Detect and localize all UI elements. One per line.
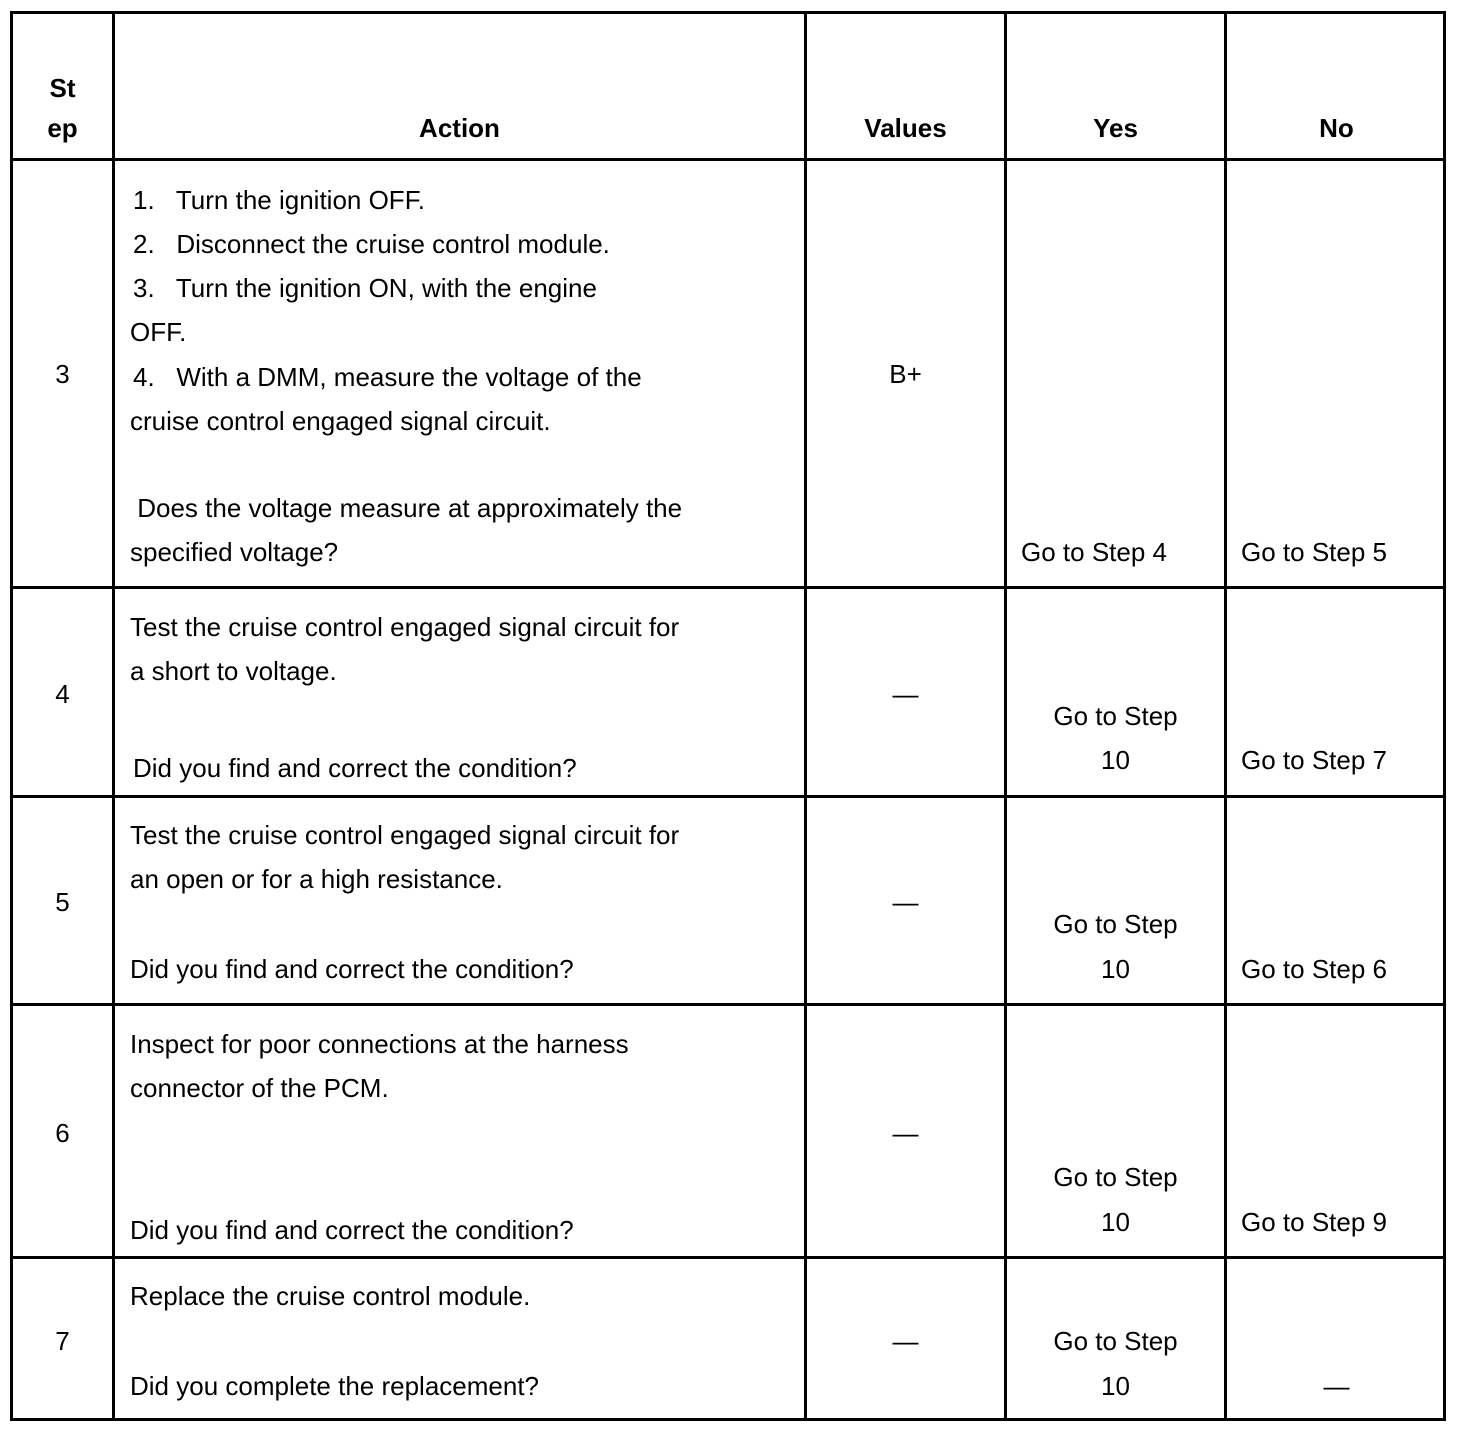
action-question: Did you complete the replacement? [130,1371,540,1401]
header-action: Action [419,113,500,143]
yes-go-to-step-link[interactable]: Go to Step [1053,1162,1178,1192]
row-step-number: 7 [55,1326,70,1356]
action-line: Inspect for poor connections at the harness [130,1029,629,1059]
action-line: Test the cruise control engaged signal circuit for [130,612,680,642]
action-question: Did you find and correct the condition? [130,954,574,984]
row-no-value: — [1323,1371,1350,1401]
yes-go-to-step-link[interactable]: Go to Step 4 [1021,537,1167,567]
header-yes: Yes [1093,113,1138,143]
action-line: 1. Turn the ignition OFF. [133,185,425,215]
action-line: OFF. [130,317,187,347]
column-divider [112,14,115,1418]
no-go-to-step-link[interactable]: Go to Step 6 [1241,954,1387,984]
yes-go-to-step-link[interactable]: Go to Step [1053,1326,1178,1356]
action-line: Test the cruise control engaged signal circuit for [130,820,680,850]
action-line: connector of the PCM. [130,1073,389,1103]
no-go-to-step-link[interactable]: Go to Step 5 [1241,537,1387,567]
action-question: Does the voltage measure at approximately the [130,493,683,523]
row-value: — [892,1326,919,1356]
action-question: Did you find and correct the condition? [130,1215,574,1245]
header-step-line2: ep [47,113,78,143]
column-divider [804,14,807,1418]
row-value: B+ [889,359,922,389]
action-line: 4. With a DMM, measure the voltage of the [133,362,642,392]
action-line: Replace the cruise control module. [130,1281,531,1311]
row-step-number: 5 [55,887,70,917]
row-divider [13,795,1443,798]
header-no: No [1319,113,1354,143]
action-line: cruise control engaged signal circuit. [130,406,551,436]
row-divider [13,1003,1443,1006]
column-divider [1224,14,1227,1418]
yes-go-to-step-link[interactable]: Go to Step [1053,909,1178,939]
no-go-to-step-link[interactable]: Go to Step 7 [1241,745,1387,775]
row-divider [13,586,1443,589]
row-divider [13,158,1443,161]
row-value: — [892,679,919,709]
action-line: an open or for a high resistance. [130,864,503,894]
header-values: Values [864,113,947,143]
row-step-number: 4 [55,679,70,709]
row-value: — [892,1118,919,1148]
action-question: Did you find and correct the condition? [133,753,577,783]
yes-go-to-step-number[interactable]: 10 [1101,954,1130,984]
yes-go-to-step-number[interactable]: 10 [1101,1371,1130,1401]
yes-go-to-step-number[interactable]: 10 [1101,745,1130,775]
yes-go-to-step-link[interactable]: Go to Step [1053,701,1178,731]
action-line: 3. Turn the ignition ON, with the engine [133,273,597,303]
action-line: 2. Disconnect the cruise control module. [133,229,610,259]
header-step-line1: St [49,73,76,103]
yes-go-to-step-number[interactable]: 10 [1101,1207,1130,1237]
action-question: specified voltage? [130,537,339,567]
no-go-to-step-link[interactable]: Go to Step 9 [1241,1207,1387,1237]
row-value: — [892,887,919,917]
diagnostic-table [10,11,1446,1421]
row-step-number: 6 [55,1118,70,1148]
row-divider [13,1256,1443,1259]
row-step-number: 3 [55,359,70,389]
action-line: a short to voltage. [130,656,337,686]
